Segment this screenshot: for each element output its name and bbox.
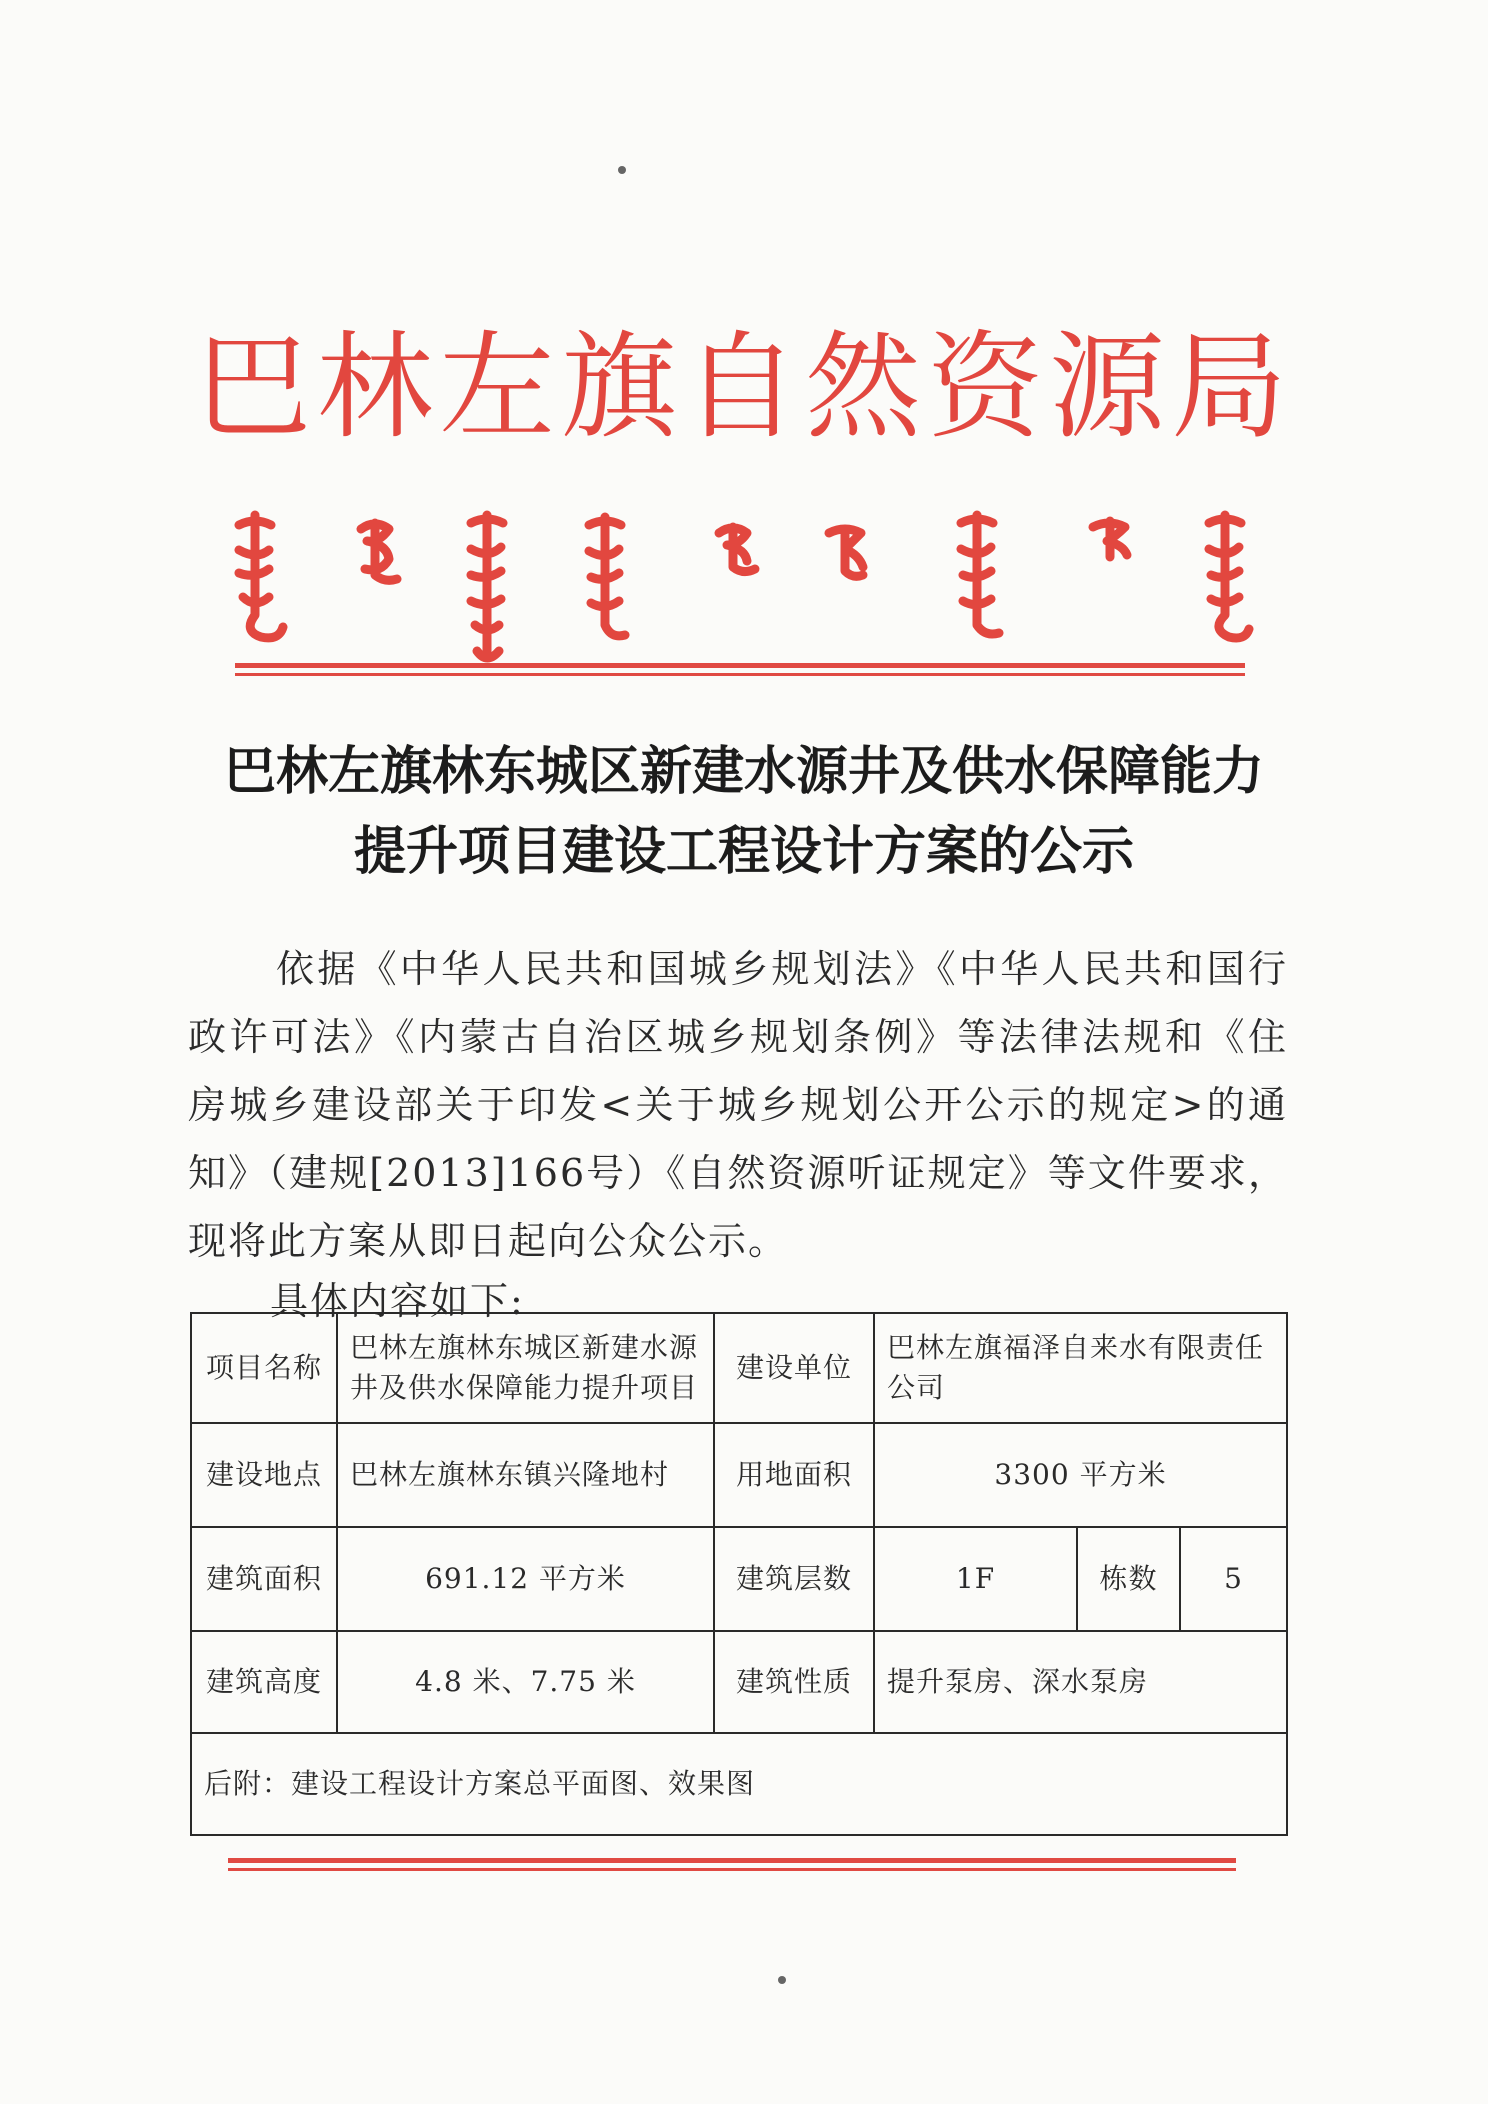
building-count-value: 5	[1180, 1527, 1287, 1631]
building-nature-label: 建筑性质	[714, 1631, 874, 1733]
location-label: 建设地点	[191, 1423, 337, 1527]
table-row	[191, 1527, 1287, 1631]
building-area-value: 691.12 平方米	[337, 1527, 714, 1631]
builder-label: 建设单位	[714, 1313, 874, 1423]
floors-label: 建筑层数	[714, 1527, 874, 1631]
table-row	[191, 1313, 1287, 1423]
land-area-value: 3300 平方米	[874, 1423, 1287, 1527]
mongolian-script-org-name	[225, 505, 1265, 670]
footer-double-rule	[228, 1858, 1236, 1872]
scan-speck	[618, 166, 626, 174]
floors-value: 1F	[874, 1527, 1077, 1631]
height-label: 建筑高度	[191, 1631, 337, 1733]
project-name-value: 巴林左旗林东城区新建水源井及供水保障能力提升项目	[337, 1313, 714, 1423]
notice-title-line-2: 提升项目建设工程设计方案的公示	[353, 821, 1134, 882]
building-nature-value: 提升泵房、深水泵房	[874, 1631, 1287, 1733]
building-count-label: 栋数	[1077, 1527, 1180, 1631]
letterhead-double-rule	[235, 663, 1245, 677]
land-area-label: 用地面积	[714, 1423, 874, 1527]
notice-title-line-1: 巴林左旗林东城区新建水源井及供水保障能力	[223, 741, 1264, 802]
org-name: 巴林左旗自然资源局	[195, 320, 1293, 455]
builder-value: 巴林左旗福泽自来水有限责任公司	[874, 1313, 1287, 1423]
notice-body-paragraph: 依据《中华人民共和国城乡规划法》《中华人民共和国行政许可法》《内蒙古自治区城乡规划条例》等法律法规和《住房城乡建设部关于印发<关于城乡规划公开公示的规定>的通知》（建规[2013]166号）《自然资源听证规定》等文件要求，现将此方案从即日起向公众公示。	[188, 947, 1288, 1263]
table-row	[191, 1423, 1287, 1527]
project-name-label: 项目名称	[191, 1313, 337, 1423]
attachment-note: 后附：建设工程设计方案总平面图、效果图	[191, 1733, 1287, 1835]
scan-speck	[778, 1976, 786, 1984]
table-row	[191, 1733, 1287, 1835]
location-value: 巴林左旗林东镇兴隆地村	[337, 1423, 714, 1527]
height-value: 4.8 米、7.75 米	[337, 1631, 714, 1733]
notice-intro-line: 具体内容如下:	[270, 1279, 525, 1323]
building-area-label: 建筑面积	[191, 1527, 337, 1631]
table-row	[191, 1631, 1287, 1733]
project-info-table	[190, 1312, 1288, 1836]
